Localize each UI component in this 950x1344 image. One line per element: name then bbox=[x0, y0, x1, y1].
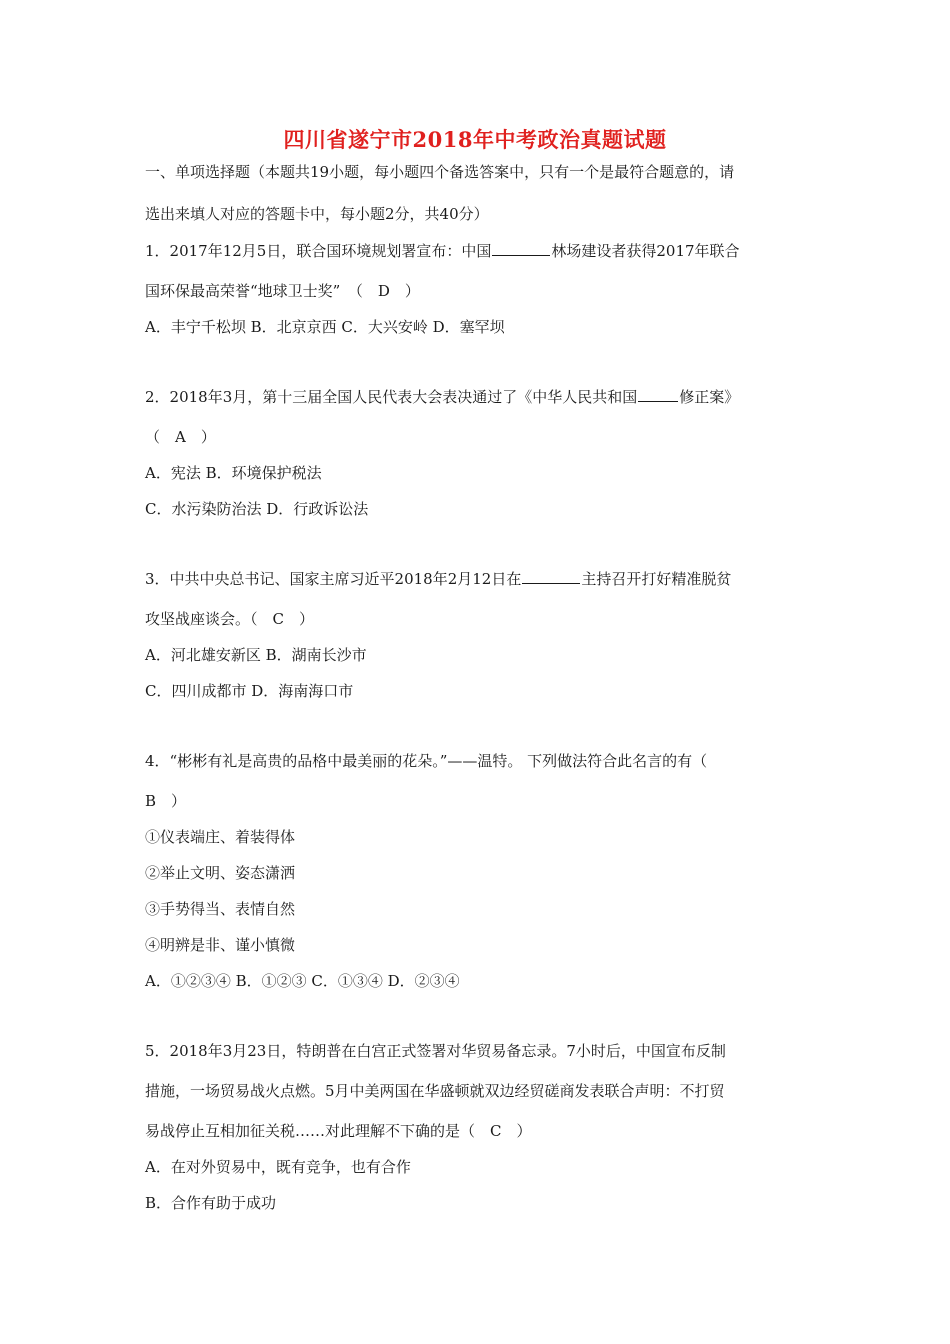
question-1-line-2: 国环保最高荣誉“地球卫士奖” （ D ） bbox=[145, 282, 420, 300]
question-2-text-pre: 2．2018年3月，第十三届全国人民代表大会表决通过了《中华人民共和国 bbox=[145, 388, 638, 406]
question-3-line-2: 攻坚战座谈会。（ C ） bbox=[145, 610, 314, 628]
question-2-options-2: C．水污染防治法 D．行政诉讼法 bbox=[145, 500, 369, 518]
question-3-line-1 bbox=[145, 568, 731, 589]
question-3-options-1: A．河北雄安新区 B．湖南长沙市 bbox=[145, 646, 367, 664]
question-4-line-2: B ） bbox=[145, 792, 187, 810]
question-4-item-1: ①仪表端庄、着装得体 bbox=[145, 828, 296, 846]
question-1-text-post: 林场建设者获得2017年联合 bbox=[551, 242, 740, 260]
section-instruction-line-1: 一、单项选择题（本题共19小题，每小题四个备选答案中，只有一个是最符合题意的，请 bbox=[145, 163, 735, 181]
question-5-option-a: A．在对外贸易中，既有竞争，也有合作 bbox=[145, 1158, 411, 1176]
question-5-line-3: 易战停止互相加征关税……对此理解不下确的是（ C ） bbox=[145, 1122, 532, 1140]
question-4-item-3: ③手势得当、表情自然 bbox=[145, 900, 296, 918]
question-4-options: A．①②③④ B．①②③ C．①③④ D．②③④ bbox=[145, 972, 460, 990]
question-5-line-1: 5．2018年3月23日，特朗普在白宫正式签署对华贸易备忘录。7小时后，中国宣布反制 bbox=[145, 1042, 726, 1060]
question-2-options-1: A．宪法 B．环境保护税法 bbox=[145, 464, 322, 482]
question-1-line-1 bbox=[145, 240, 740, 261]
question-4-item-2: ②举止文明、姿态潇洒 bbox=[145, 864, 296, 882]
section-instruction-line-2: 选出来填人对应的答题卡中，每小题2分，共40分） bbox=[145, 205, 489, 223]
question-5-line-2: 措施，一场贸易战火点燃。5月中美两国在华盛顿就双边经贸磋商发表联合声明：不打贸 bbox=[145, 1082, 725, 1100]
question-2-line-1 bbox=[145, 386, 739, 407]
answer-blank bbox=[638, 386, 678, 402]
answer-blank bbox=[522, 568, 580, 584]
question-5-option-b: B．合作有助于成功 bbox=[145, 1194, 277, 1212]
question-3-text-post: 主持召开打好精准脱贫 bbox=[581, 570, 732, 588]
question-2-line-2: （ A ） bbox=[145, 428, 216, 446]
question-4-item-4: ④明辨是非、谨小慎微 bbox=[145, 936, 296, 954]
question-1-options: A．丰宁千松坝 B．北京京西 C．大兴安岭 D．塞罕坝 bbox=[145, 318, 505, 336]
answer-blank bbox=[492, 240, 550, 256]
question-3-options-2: C．四川成都市 D．海南海口市 bbox=[145, 682, 354, 700]
page-title: 四川省遂宁市2018年中考政治真题试题 bbox=[283, 127, 667, 152]
question-4-line-1: 4．“彬彬有礼是高贵的品格中最美丽的花朵。”——温特。 下列做法符合此名言的有（ bbox=[145, 752, 708, 770]
question-3-text-pre: 3．中共中央总书记、国家主席习近平2018年2月12日在 bbox=[145, 570, 522, 588]
question-2-text-post: 修正案》 bbox=[679, 388, 740, 406]
question-1-text-pre: 1．2017年12月5日，联合国环境规划署宣布：中国 bbox=[145, 242, 492, 260]
